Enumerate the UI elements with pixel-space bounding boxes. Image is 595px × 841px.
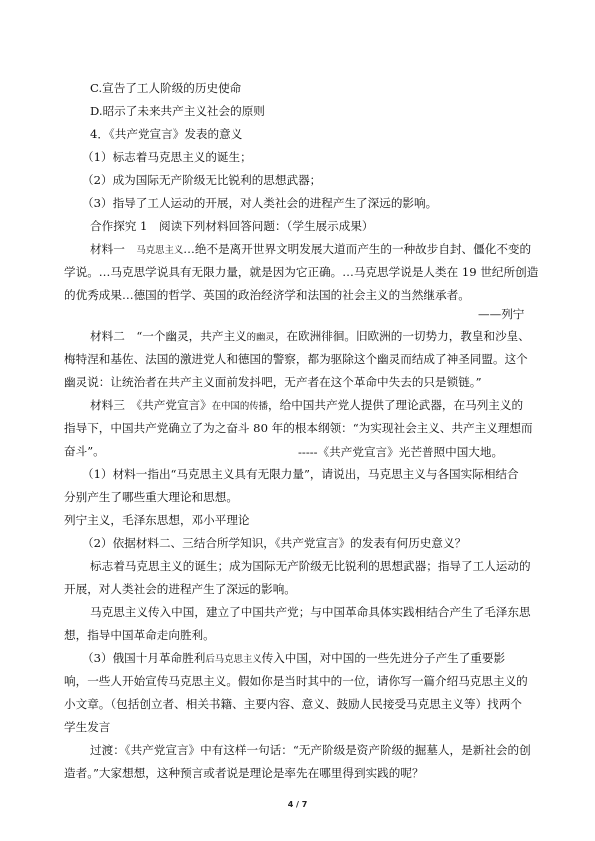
text-line: D.昭示了未来共产主义社会的原则 [90, 104, 265, 118]
transition-line: 过渡：《共产党宣言》中有这样一句话：“无产阶级是资产阶级的掘墓人，是新社会的创 [90, 743, 531, 757]
material-three-line [90, 398, 523, 414]
text-line: （1）标志着马克思主义的诞生； [82, 150, 252, 164]
text-span: …绝不是离开世界文明发展大道而产生的一种故步自封、僵化不变的 [183, 242, 532, 256]
text-span-small: 的幽灵 [246, 332, 275, 343]
text-line: 造者。”大家想想，这种预言或者说是理论是率先在哪里得到实践的呢？ [64, 766, 424, 780]
page-number: 4 / 7 [287, 800, 308, 809]
material-one-line [90, 242, 531, 258]
text-span: ，给中国共产党人提供了理论武器，在马列主义的 [268, 398, 524, 412]
text-line: 学说。…马克思学说具有无限力量，就是因为它正确。…马克思学说是人类在 19 世纪所创造 [64, 265, 539, 279]
text-line: 合作探究 1 阅读下列材料回答问题：（学生展示成果） [90, 219, 374, 233]
text-line: 奋斗”。 [64, 444, 105, 458]
text-line: 响，一些人开始宣传马克思主义。假如你是当时其中的一位，请你写一篇介绍马克思主义的 [64, 674, 528, 688]
quote-source: -----《共产党宣言》光芒普照中国大地。 [298, 445, 504, 459]
material-two-line [90, 329, 530, 345]
question-line: （2）依据材料二、三结合所学知识，《共产党宣言》的发表有何历史意义？ [82, 536, 467, 550]
text-span: 材料一 [90, 242, 137, 256]
text-span-small: 马克思主义 [136, 245, 184, 256]
text-line: （2）成为国际无产阶级无比锐利的思想武器； [82, 173, 322, 187]
answer-line: 马克思主义传入中国，建立了中国共产党；与中国革命具体实践相结合产生了毛泽东思 [90, 605, 531, 619]
text-line: 分别产生了哪些重大理论和思想。 [64, 490, 238, 504]
text-line: 梅特涅和基佐、法国的激进党人和德国的警察，都为驱除这个幽灵而结成了神圣同盟。这个 [64, 352, 528, 366]
text-line: 学生发言 [64, 720, 111, 734]
text-span-small: 在中国的传播 [211, 401, 268, 412]
text-span-small: 后马克思主义 [205, 654, 262, 665]
text-line: C.宣告了工人阶级的历史使命 [90, 81, 242, 95]
answer-line: 标志着马克思主义的诞生；成为国际无产阶级无比锐利的思想武器；指导了工人运动的 [90, 559, 531, 573]
text-line: 的优秀成果…德国的哲学、英国的政治经济学和法国的社会主义的当然继承者。 [64, 288, 470, 302]
text-line: 小文章。（包括创立者、相关书籍、主要内容、意义、鼓励人民接受马克思主义等）找两个 [64, 697, 522, 711]
answer-line: 想，指导中国革命走向胜利。 [64, 628, 215, 642]
text-span: 传入中国，对中国的一些先进分子产生了重要影 [261, 651, 506, 665]
answer-line: 开展，对人类社会的进程产生了深远的影响。 [64, 582, 296, 596]
text-line: 指导下，中国共产党确立了为之奋斗 80 年的根本纲领：“为实现社会主义、共产主义理想而 [64, 421, 533, 435]
text-span: 材料三 《共产党宣言》 [90, 398, 212, 412]
question-line [82, 651, 505, 667]
text-span: ，在欧洲徘徊。旧欧洲的一切势力，教皇和沙皇、 [274, 329, 530, 343]
question-line: （1）材料一指出“马克思主义具有无限力量”，请说出，马克思主义与各国实际相结合 [82, 467, 519, 481]
text-span: 材料二 “一个幽灵，共产主义 [90, 329, 247, 343]
text-line: （3）指导了工人运动的开展，对人类社会的进程产生了深远的影响。 [82, 196, 438, 210]
text-span: （3）俄国十月革命胜利 [82, 651, 206, 665]
section-heading: 4．《共产党宣言》发表的意义 [90, 127, 243, 141]
answer-line: 列宁主义，毛泽东思想，邓小平理论 [64, 513, 250, 527]
text-line: 幽灵说：让统治者在共产主义面前发抖吧，无产者在这个革命中失去的只是锁链。” [64, 375, 482, 389]
attribution: ——列宁 [478, 307, 525, 321]
